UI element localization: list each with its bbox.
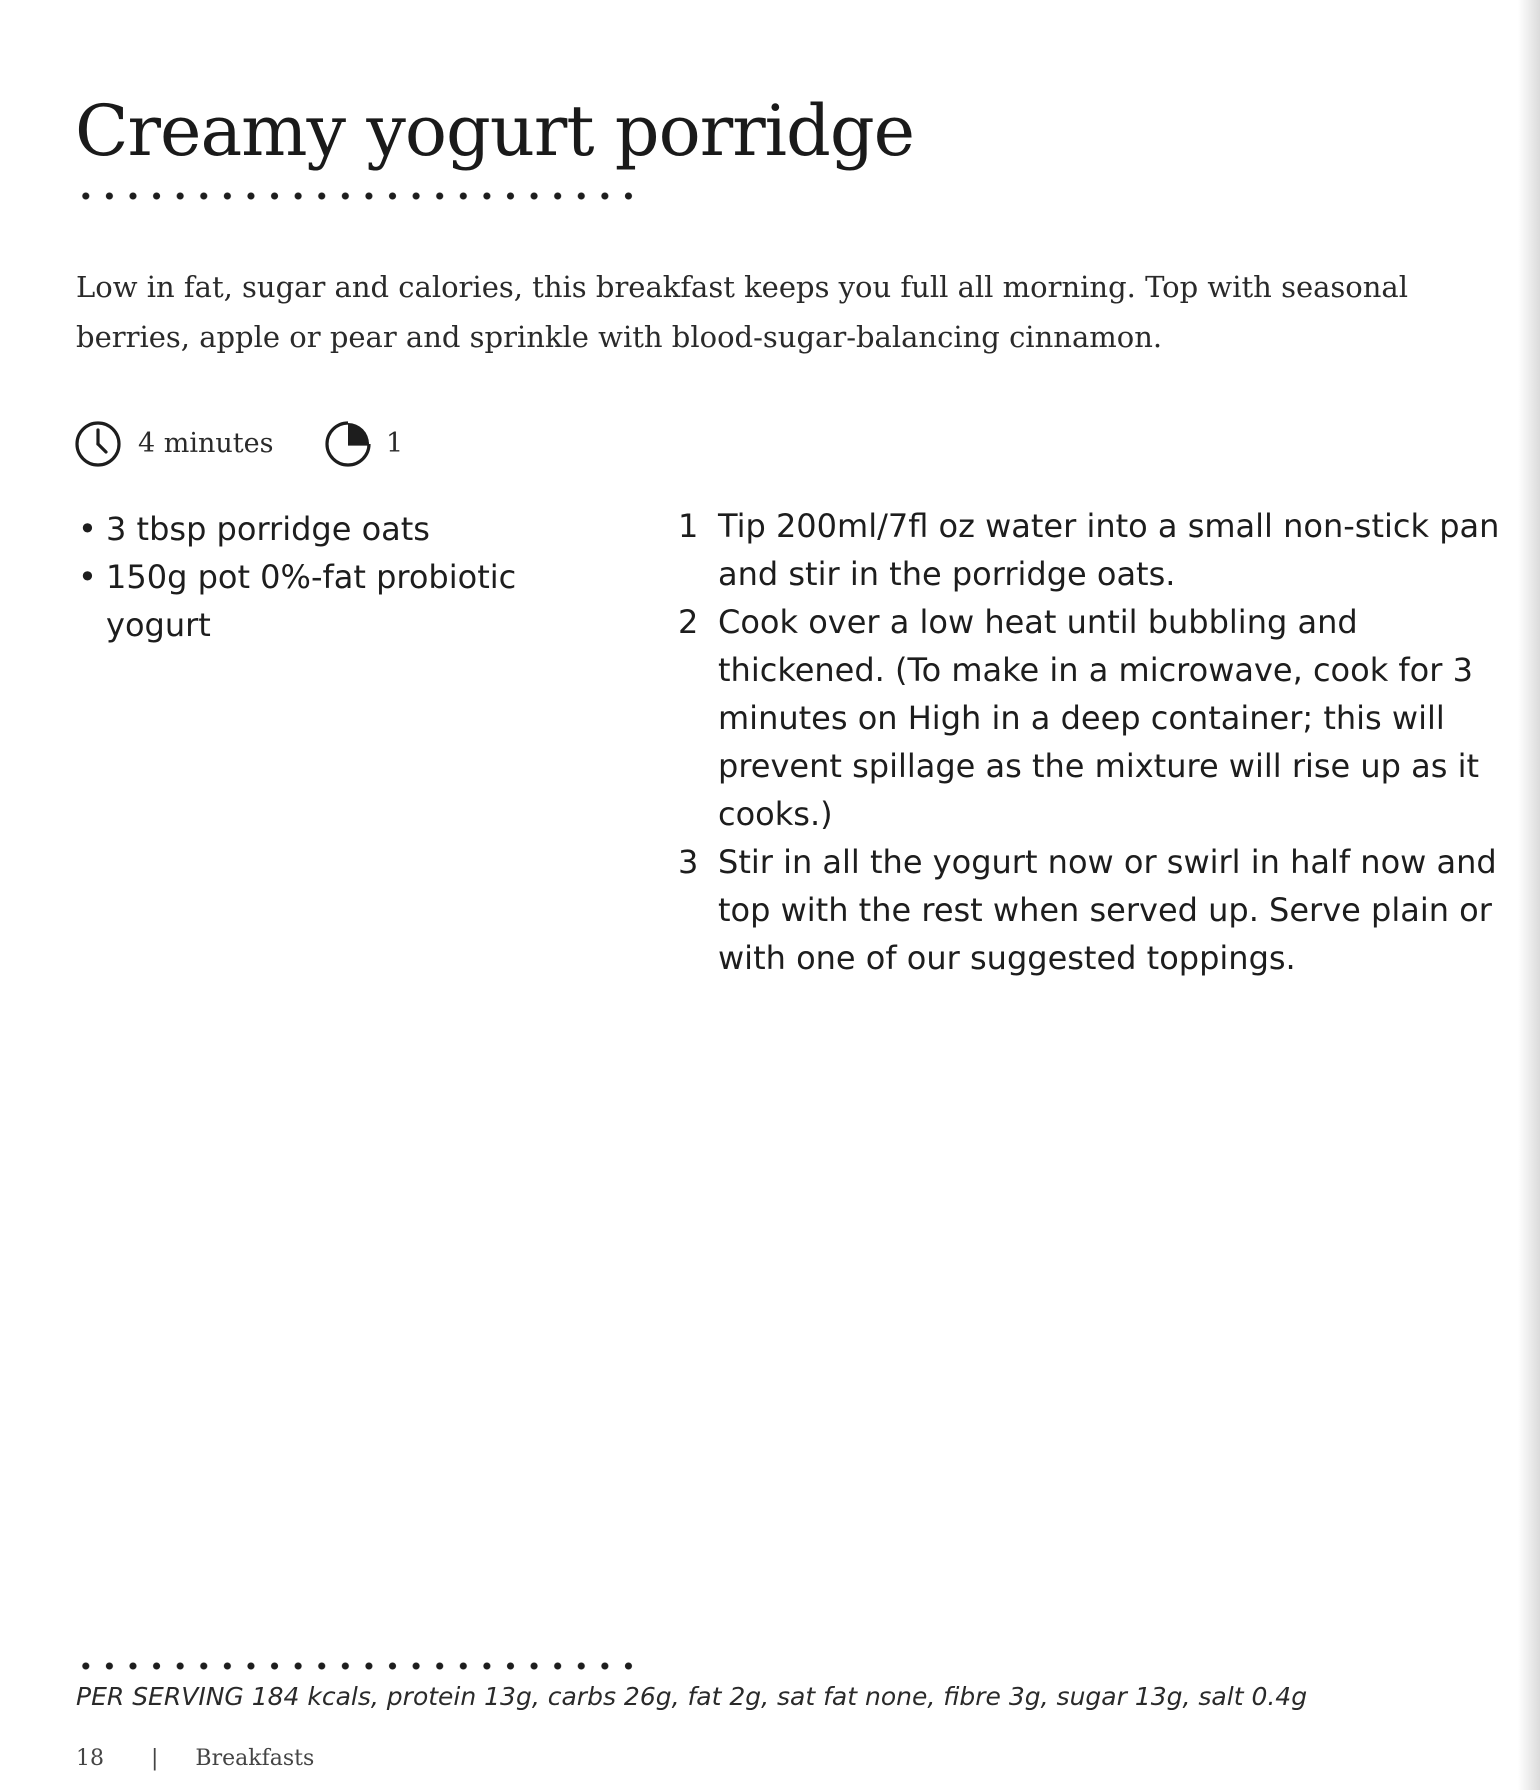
recipe-title: Creamy yogurt porridge	[75, 90, 915, 172]
servings-value: 1	[386, 428, 404, 459]
page-footer	[76, 1744, 314, 1774]
ingredients-list	[78, 505, 578, 649]
method-step	[678, 502, 1508, 598]
step-text: Cook over a low heat until bubbling and thickened. (To make in a microwave, cook for 3 minutes on High in a deep container; this will prevent spillage as the mixture will rise up as it cooks.)	[718, 603, 1480, 833]
recipe-intro: Low in fat, sugar and calories, this breakfast keeps you full all morning. Top with seasonal berries, apple or pear and sprinkle with blood-sugar-balancing cinnamon.	[76, 270, 1408, 354]
prep-time-value: 4 minutes	[138, 428, 274, 459]
method-step	[678, 838, 1508, 982]
step-number: 1	[678, 507, 699, 545]
step-text: Stir in all the yogurt now or swirl in half now and top with the rest when served up. Serve plain or with one of our suggested toppings.	[718, 843, 1497, 977]
step-text: Tip 200ml/7fl oz water into a small non-stick pan and stir in the porridge oats.	[718, 507, 1500, 593]
step-number: 2	[678, 603, 699, 641]
nutrition-dotted-divider	[74, 1662, 644, 1670]
nutrition-info: PER SERVING 184 kcals, protein 13g, carbs 26g, fat 2g, sat fat none, fibre 3g, sugar 13g, salt 0.4g	[76, 1682, 1308, 1711]
ingredient-item: • 3 tbsp porridge oats	[78, 505, 578, 553]
title-dotted-divider	[74, 192, 644, 200]
page-edge-shadow	[1518, 0, 1540, 1790]
footer-separator: |	[151, 1746, 159, 1771]
section-name: Breakfasts	[195, 1746, 315, 1771]
step-number: 3	[678, 843, 699, 881]
portion-pie-icon	[324, 420, 372, 468]
method-steps	[678, 502, 1508, 982]
clock-icon	[74, 420, 122, 468]
method-step	[678, 598, 1508, 838]
ingredient-item: • 150g pot 0%-fat probiotic yogurt	[78, 553, 578, 649]
page-number: 18	[76, 1746, 104, 1771]
